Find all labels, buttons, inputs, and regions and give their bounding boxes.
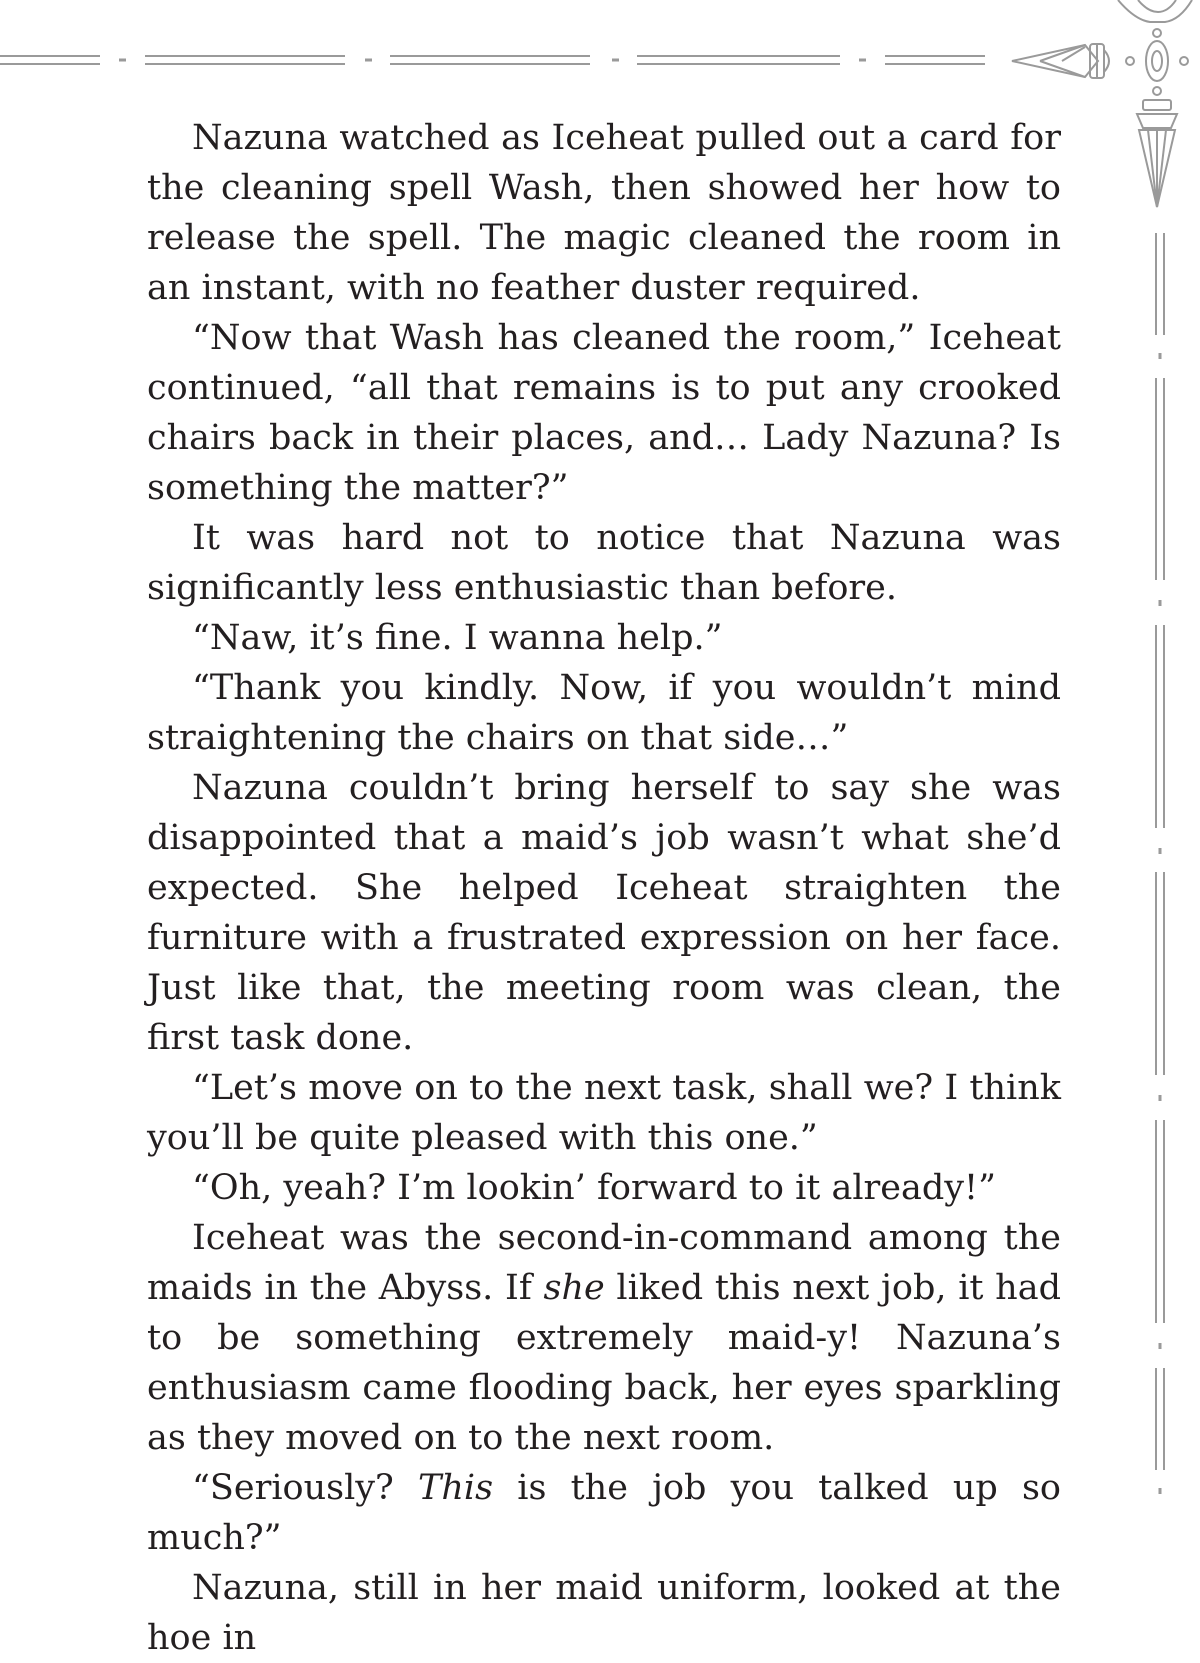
paragraph-text: Iceheat was the second-in-command among the maids in the Abyss. If bbox=[147, 1218, 1061, 1308]
paragraph-text: Nazuna, still in her maid uniform, looked at the hoe in bbox=[147, 1568, 1061, 1658]
paragraph-text: “Let’s move on to the next task, shall we? I think you’ll be quite pleased with this one.” bbox=[147, 1068, 1061, 1158]
paragraph-text: “Seriously? bbox=[192, 1468, 419, 1508]
body-text bbox=[147, 113, 1061, 1663]
paragraph-text: It was hard not to notice that Nazuna was significantly less enthusiastic than before. bbox=[147, 518, 1061, 608]
paragraph-text: is the job you talked up so much?” bbox=[147, 1468, 1061, 1558]
emphasis-text: she bbox=[543, 1268, 605, 1308]
paragraph bbox=[147, 1563, 1061, 1663]
paragraph bbox=[147, 1213, 1061, 1463]
spearhead-icon bbox=[1012, 44, 1188, 78]
paragraph-text: “Oh, yeah? I’m lookin’ forward to it already!” bbox=[192, 1168, 996, 1208]
crystal-pendant-icon bbox=[1118, 0, 1192, 207]
paragraph bbox=[147, 113, 1061, 313]
right-border-rule bbox=[1156, 233, 1164, 1494]
paragraph-text: Nazuna watched as Iceheat pulled out a card for the cleaning spell Wash, then showed her how to release the spell. The magic cleaned the room in an instant, with no feather duster required. bbox=[147, 118, 1061, 308]
paragraph bbox=[147, 313, 1061, 513]
top-border-rule bbox=[0, 56, 985, 64]
paragraph bbox=[147, 663, 1061, 763]
paragraph bbox=[147, 763, 1061, 1063]
paragraph-text: “Thank you kindly. Now, if you wouldn’t mind straightening the chairs on that side…” bbox=[147, 668, 1061, 758]
paragraph bbox=[147, 1063, 1061, 1163]
emphasis-text: This bbox=[418, 1468, 494, 1508]
paragraph bbox=[147, 1163, 1061, 1213]
paragraph-text: “Now that Wash has cleaned the room,” Iceheat continued, “all that remains is to put any crooked chairs back in their places, and… Lady Nazuna? Is something the matter?” bbox=[147, 318, 1061, 508]
paragraph bbox=[147, 1463, 1061, 1563]
paragraph bbox=[147, 513, 1061, 613]
paragraph-text: “Naw, it’s fine. I wanna help.” bbox=[192, 618, 723, 658]
paragraph-text: liked this next job, it had to be something extremely maid-y! Nazuna’s enthusiasm came flooding back, her eyes sparkling as they moved on to the next room. bbox=[147, 1268, 1061, 1458]
paragraph-text: Nazuna couldn’t bring herself to say she was disappointed that a maid’s job wasn’t what she’d expected. She helped Iceheat straighten the furniture with a frustrated expression on her face. Just like that, the meeting room was clean, the first task done. bbox=[147, 768, 1061, 1058]
paragraph bbox=[147, 613, 1061, 663]
